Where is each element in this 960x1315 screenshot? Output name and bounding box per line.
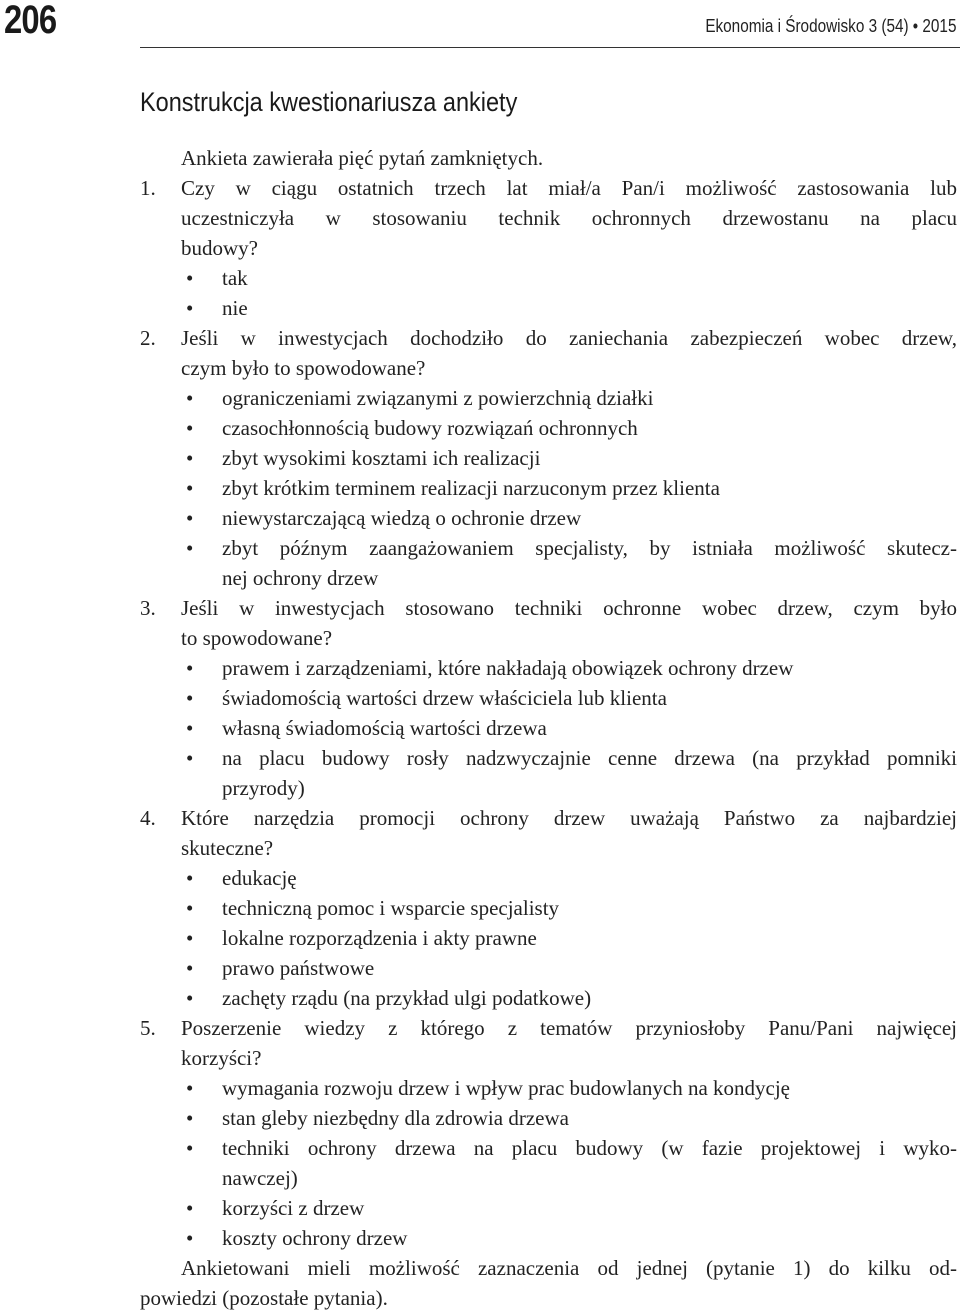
option-text: czasochłonnością budowy rozwiązań ochronnych — [222, 416, 638, 440]
answer-option — [140, 983, 957, 1013]
option-text: zbyt wysokimi kosztami ich realizacji — [222, 446, 541, 470]
answer-option — [140, 1103, 957, 1133]
bullet-icon: • — [186, 1076, 194, 1100]
option-line — [140, 1103, 957, 1133]
answer-option — [140, 893, 957, 923]
bullet-icon: • — [186, 716, 194, 740]
answer-option — [140, 443, 957, 473]
question-line — [140, 323, 957, 353]
option-text: nej ochrony drzew — [222, 566, 379, 590]
option-line — [140, 923, 957, 953]
journal-citation: Ekonomia i Środowisko 3 (54) • 2015 — [704, 16, 956, 36]
option-text: ograniczeniami związanymi z powierzchnią działki — [222, 386, 654, 410]
closing-line — [140, 1253, 957, 1283]
bullet-icon: • — [186, 986, 194, 1010]
option-line — [140, 893, 957, 923]
option-line — [140, 563, 957, 593]
question-4 — [140, 803, 957, 1013]
bullet-icon: • — [186, 1196, 194, 1220]
question-text: Jeśli w inwestycjach stosowano techniki ochronne wobec drzew, czym było — [181, 596, 957, 620]
question-text: uczestniczyła w stosowaniu technik ochronnych drzewostanu na placu — [181, 206, 957, 230]
bullet-icon: • — [186, 866, 194, 890]
bullet-icon: • — [186, 656, 194, 680]
question-1 — [140, 173, 957, 323]
option-line — [140, 1193, 957, 1223]
intro-text: Ankieta zawierała pięć pytań zamkniętych. — [181, 146, 544, 170]
option-line — [140, 953, 957, 983]
bullet-icon: • — [186, 266, 194, 290]
answer-option — [140, 503, 957, 533]
option-line — [140, 263, 957, 293]
answer-option — [140, 1193, 957, 1223]
closing-text: Ankietowani mieli możliwość zaznaczenia od jednej (pytanie 1) do kilku od- — [181, 1256, 957, 1280]
answer-option — [140, 263, 957, 293]
option-line — [140, 1073, 957, 1103]
question-line — [140, 593, 957, 623]
closing-text: powiedzi (pozostałe pytania). — [140, 1286, 388, 1310]
option-text: stan gleby niezbędny dla zdrowia drzewa — [222, 1106, 569, 1130]
answer-option — [140, 1223, 957, 1253]
answer-option — [140, 713, 957, 743]
option-line — [140, 413, 957, 443]
bullet-icon: • — [186, 896, 194, 920]
bullet-icon: • — [186, 926, 194, 950]
question-number: 1. — [140, 176, 156, 200]
question-text: korzyści? — [181, 1046, 262, 1070]
bullet-icon: • — [186, 536, 194, 560]
question-line — [140, 1013, 957, 1043]
question-text: czym było to spowodowane? — [181, 356, 426, 380]
option-text: niewystarczającą wiedzą o ochronie drzew — [222, 506, 582, 530]
question-text: to spowodowane? — [181, 626, 333, 650]
answer-option — [140, 953, 957, 983]
option-text: zbyt krótkim terminem realizacji narzuconym przez klienta — [222, 476, 720, 500]
closing-note — [140, 1253, 957, 1313]
option-text: wymagania rozwoju drzew i wpływ prac budowlanych na kondycję — [222, 1076, 790, 1100]
bullet-icon: • — [186, 296, 194, 320]
running-header — [0, 0, 960, 48]
question-number: 3. — [140, 596, 156, 620]
option-text: na placu budowy rosły nadzwyczajnie cenne drzewa (na przykład pomniki — [222, 746, 957, 770]
option-line — [140, 773, 957, 803]
closing-line — [140, 1283, 957, 1313]
option-line — [140, 983, 957, 1013]
question-line — [140, 203, 957, 233]
question-number: 5. — [140, 1016, 156, 1040]
option-text: tak — [222, 266, 248, 290]
answer-option — [140, 743, 957, 803]
question-line — [140, 623, 957, 653]
option-line — [140, 863, 957, 893]
option-text: edukację — [222, 866, 297, 890]
option-text: prawo państwowe — [222, 956, 375, 980]
option-line — [140, 533, 957, 563]
question-text: Jeśli w inwestycjach dochodziło do zaniechania zabezpieczeń wobec drzew, — [181, 326, 957, 350]
option-text: zachęty rządu (na przykład ulgi podatkowe) — [222, 986, 592, 1010]
option-text: lokalne rozporządzenia i akty prawne — [222, 926, 537, 950]
option-line — [140, 443, 957, 473]
bullet-icon: • — [186, 416, 194, 440]
question-text: Które narzędzia promocji ochrony drzew uważają Państwo za najbardziej — [181, 806, 957, 830]
option-text: prawem i zarządzeniami, które nakładają obowiązek ochrony drzew — [222, 656, 794, 680]
bullet-icon: • — [186, 446, 194, 470]
answer-option — [140, 383, 957, 413]
bullet-icon: • — [186, 1226, 194, 1250]
option-text: korzyści z drzew — [222, 1196, 365, 1220]
bullet-icon: • — [186, 1106, 194, 1130]
option-line — [140, 293, 957, 323]
option-text: nie — [222, 296, 248, 320]
answer-option — [140, 413, 957, 443]
bullet-icon: • — [186, 476, 194, 500]
option-text: przyrody) — [222, 776, 305, 800]
option-text: nawczej) — [222, 1166, 298, 1190]
answer-option — [140, 473, 957, 503]
option-line — [140, 473, 957, 503]
option-line — [140, 743, 957, 773]
bullet-icon: • — [186, 956, 194, 980]
question-text: Czy w ciągu ostatnich trzech lat miał/a Pan/i możliwość zastosowania lub — [181, 176, 957, 200]
answer-option — [140, 1133, 957, 1193]
option-text: własną świadomością wartości drzewa — [222, 716, 547, 740]
questionnaire-body — [140, 143, 957, 1313]
option-line — [140, 383, 957, 413]
answer-option — [140, 683, 957, 713]
option-line — [140, 653, 957, 683]
option-line — [140, 1133, 957, 1163]
answer-option — [140, 293, 957, 323]
question-5 — [140, 1013, 957, 1253]
question-number: 2. — [140, 326, 156, 350]
option-line — [140, 1163, 957, 1193]
bullet-icon: • — [186, 686, 194, 710]
question-2 — [140, 323, 957, 593]
question-line — [140, 833, 957, 863]
answer-option — [140, 533, 957, 593]
question-3 — [140, 593, 957, 803]
option-line — [140, 503, 957, 533]
option-text: koszty ochrony drzew — [222, 1226, 408, 1250]
section-title: Konstrukcja kwestionariusza ankiety — [140, 87, 518, 117]
question-line — [140, 1043, 957, 1073]
option-line — [140, 683, 957, 713]
page-number: 206 — [4, 0, 57, 42]
bullet-icon: • — [186, 386, 194, 410]
answer-option — [140, 863, 957, 893]
bullet-icon: • — [186, 1136, 194, 1160]
option-text: techniki ochrony drzewa na placu budowy (w fazie projektowej i wyko- — [222, 1136, 957, 1160]
answer-option — [140, 923, 957, 953]
option-text: świadomością wartości drzew właściciela lub klienta — [222, 686, 667, 710]
answer-option — [140, 653, 957, 683]
question-line — [140, 233, 957, 263]
option-text: techniczną pomoc i wsparcie specjalisty — [222, 896, 560, 920]
header-rule — [140, 47, 960, 48]
question-text: budowy? — [181, 236, 258, 260]
option-text: zbyt późnym zaangażowaniem specjalisty, by istniała możliwość skutecz- — [222, 536, 957, 560]
option-line — [140, 1223, 957, 1253]
question-text: skuteczne? — [181, 836, 274, 860]
question-number: 4. — [140, 806, 156, 830]
answer-option — [140, 1073, 957, 1103]
bullet-icon: • — [186, 506, 194, 530]
question-text: Poszerzenie wiedzy z którego z tematów przyniosłoby Panu/Pani najwięcej — [181, 1016, 957, 1040]
question-line — [140, 173, 957, 203]
option-line — [140, 713, 957, 743]
bullet-icon: • — [186, 746, 194, 770]
question-line — [140, 803, 957, 833]
question-line — [140, 353, 957, 383]
